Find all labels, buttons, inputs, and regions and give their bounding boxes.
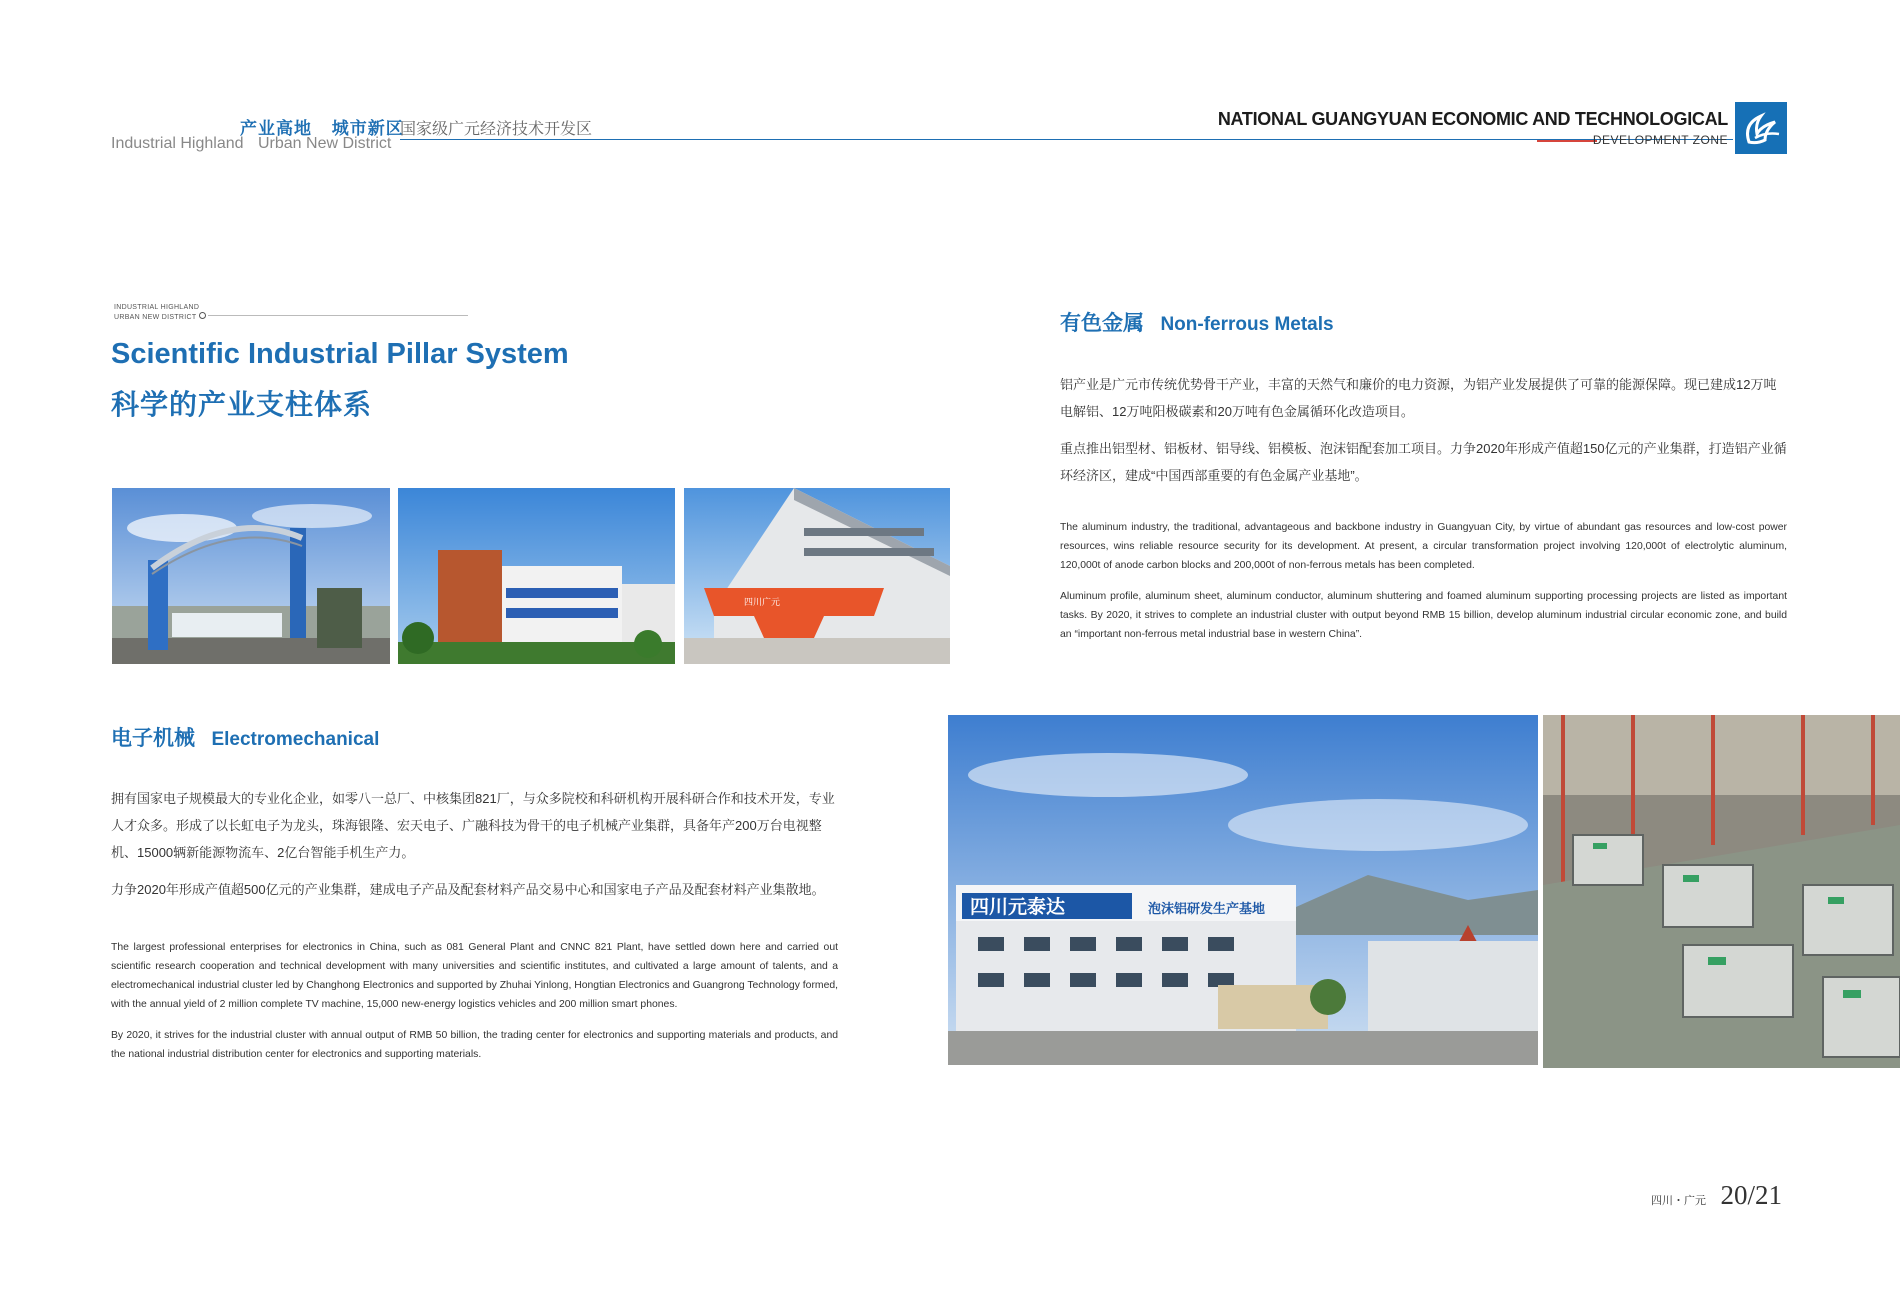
header-subtitle-en: DEVELOPMENT ZONE <box>1592 133 1728 147</box>
section-title-en: Electromechanical <box>211 729 380 750</box>
paragraph-en: The largest professional enterprises for electronics in China, such as 081 General Plant and CNNC 821 Plant, have settled down here and carried out scientific research cooperation and technical development with many universities and scientific institutes, and cultivated a large amount of talents, and a electromechanical industrial cluster led by Changhong Electronics and supported by Zhuhai Yinlong, Hongtian Electronics and Guangrong Technology formed, with the annual yield of 2 million complete TV machine, 15,000 new-energy logistics vehicles and 200 million smart phones. <box>111 942 839 1010</box>
section-label-line2: URBAN NEW DISTRICT <box>114 314 197 321</box>
footer-location: 四川・广元 <box>1651 1194 1707 1207</box>
section-label-rule <box>208 315 468 316</box>
nonferrous-cn-text <box>1060 371 1787 489</box>
header-rule <box>400 139 1733 140</box>
header-tag-cn: 城市新区 <box>331 119 404 138</box>
section-title-cn: 电子机械 <box>111 727 195 750</box>
section-label <box>114 303 199 323</box>
page-title-cn: 科学的产业支柱体系 <box>111 389 373 420</box>
circle-bullet-icon <box>199 312 206 319</box>
photo-park-gate <box>112 488 390 664</box>
header-tags-en <box>111 135 401 153</box>
mixer-sign-text: 四川广元 <box>744 598 781 608</box>
section-heading-electromechanical <box>111 722 379 752</box>
nonferrous-en-text <box>1060 518 1787 644</box>
section-label-line1: INDUSTRIAL HIGHLAND <box>114 304 200 311</box>
photo-factory-building <box>398 488 675 664</box>
paragraph-en: Aluminum profile, aluminum sheet, aluminum conductor, aluminum shuttering and foamed aluminum supporting processing projects are listed as important tasks. By 2020, it strives to complete an industrial cluster with output beyond RMB 15 billion, develop aluminum industrial circular economic zone, and build an “important non-ferrous metal industrial base in western China”. <box>1060 591 1787 640</box>
photo-workshop-machines <box>1543 715 1900 1068</box>
header-title-en: NATIONAL GUANGYUAN ECONOMIC AND TECHNOLOGICAL <box>1217 109 1728 129</box>
section-title-cn: 有色金属 <box>1060 312 1144 335</box>
paragraph-cn: 拥有国家电子规模最大的专业化企业，如零八一总厂、中核集团821厂，与众多院校和科研机构开展科研合作和技术开发，专业人才众多。形成了以长虹电子为龙头，珠海银隆、宏天电子、广融科技为骨干的电子机械产业集群，具备年产200万台电视整机、15000辆新能源物流车、2亿台智能手机生产力。 <box>111 791 835 860</box>
photo-foam-aluminum-base <box>948 715 1538 1065</box>
paragraph-cn: 力争2020年形成产值超500亿元的产业集群，建成电子产品及配套材料产品交易中心和国家电子产品及配套材料产业集散地。 <box>111 882 825 897</box>
header-zone-cn: 国家级广元经济技术开发区 <box>400 121 593 138</box>
section-heading-nonferrous <box>1060 307 1334 337</box>
paragraph-cn: 铝产业是广元市传统优势骨干产业，丰富的天然气和廉价的电力资源，为铝产业发展提供了可靠的能源保障。现已建成12万吨电解铝、12万吨阳极碳素和20万吨有色金属循环化改造项目。 <box>1060 377 1777 419</box>
electromechanical-cn-text <box>111 785 838 903</box>
header-rule-accent <box>1537 140 1597 142</box>
page-numbers: 20/21 <box>1720 1180 1782 1210</box>
factory-sign-name: 四川元泰达 <box>970 896 1066 918</box>
header-tag-cn: 产业高地 <box>240 119 312 138</box>
section-title-en: Non-ferrous Metals <box>1160 314 1334 335</box>
page-title-en: Scientific Industrial Pillar System <box>111 338 569 370</box>
factory-sign-slogan: 泡沫铝研发生产基地 <box>1148 902 1266 917</box>
header-tag-en: Industrial Highland <box>111 135 244 152</box>
page-footer <box>1651 1180 1782 1211</box>
electromechanical-en-text <box>111 938 838 1064</box>
paragraph-cn: 重点推出铝型材、铝板材、铝导线、铝模板、泡沫铝配套加工项目。力争2020年形成产值超150亿元的产业集群，打造铝产业循环经济区，建成“中国西部重要的有色金属产业基地”。 <box>1060 441 1787 483</box>
logo-icon <box>1735 102 1787 154</box>
photo-mixing-plant <box>684 488 950 664</box>
header-tag-en: Urban New District <box>257 135 392 152</box>
paragraph-en: The aluminum industry, the traditional, advantageous and backbone industry in Guangyuan City, by virtue of abundant gas resources and low-cost power resources, wins reliable resource security for its development. At present, a circular transformation project involving 120,000t of electrolytic aluminum, 120,000t of anode carbon blocks and 200,000t of non-ferrous metals has been completed. <box>1060 522 1787 571</box>
paragraph-en: By 2020, it strives for the industrial cluster with annual output of RMB 50 billion, the trading center for electronics and supporting materials and products, and the national industrial distribution center for electronics and supporting materials. <box>111 1030 838 1060</box>
